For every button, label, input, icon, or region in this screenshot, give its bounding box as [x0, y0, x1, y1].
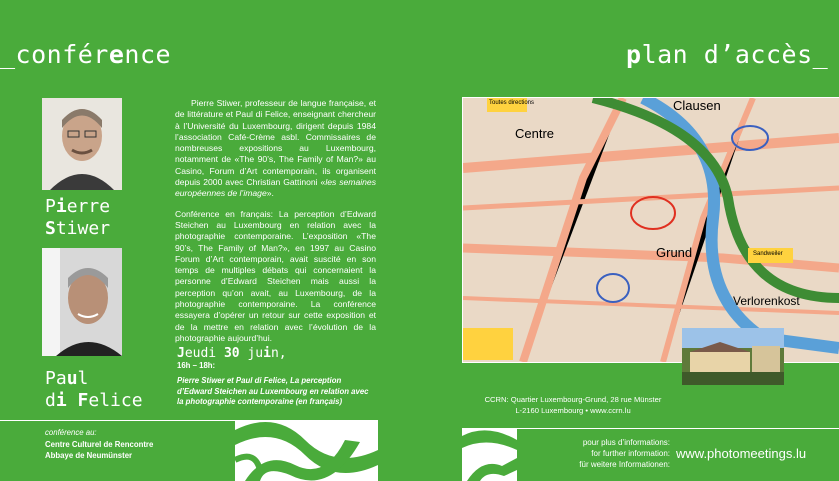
- neumunster-abbey-photo: [682, 328, 784, 385]
- footer-venue-line1: Centre Culturel de Rencontre: [45, 440, 154, 449]
- biography-paragraph: Pierre Stiwer, professeur de langue française, et de littérature et Paul di Felice, enseignant chercheur à l’Université du Luxembourg, dirigent depuis 1984 l’association Café-Crème asbl. Commissaires de nombreuses expositions au Luxembourg, notamment de «The 90’s, The Family of Man?» au Casino, Forum d’Art contemporain, ils organisent depuis 2000 avec Christian Gattinoni «les semaines européennes de l’image».: [175, 98, 377, 199]
- name-pierre-stiwer: Pierre Stiwer: [45, 196, 111, 239]
- map-label-verlorenkost: Verlorenkost: [733, 294, 800, 308]
- footer-venue-line2: Abbaye de Neumünster: [45, 451, 133, 460]
- lecture-paragraph: Conférence en français: La perception d’Edward Steichen au Luxembourg en relation avec la photographie contemporaine. L’exposition «The 90’s, The Family of Man?», en 1997 au Casino Forum d’Art contemporain, avait suscité en son temps de multiples débats qui concernaient la personne d’Edward Steichen mais aussi la perception qu’on avait, au Luxembourg, de la photographie contemporaine. La conférence essayera d’opérer un retour sur cette exposition et de la mettre en relation avec l’évolution de la photographie aujourd’hui.: [175, 208, 376, 343]
- name-paul-di-felice: Paul di Felice: [45, 368, 143, 411]
- map-label-clausen: Clausen: [673, 98, 721, 113]
- biography-text: [175, 98, 376, 353]
- map-sign-sandweiler: Sandweiler: [753, 251, 783, 257]
- portrait-paul-di-felice: [42, 248, 122, 356]
- photomeetings-url[interactable]: www.photomeetings.lu: [676, 446, 807, 461]
- map-label-centre: Centre: [515, 126, 555, 141]
- lecture-description: Pierre Stiwer et Paul di Felice, La perception d’Edward Steichen au Luxembourg en relation avec la photographie contemporaine (en français): [177, 376, 369, 406]
- access-map: [462, 97, 839, 363]
- left-footer-graphic: [235, 420, 378, 481]
- access-plan-heading: plan d’accès_: [626, 40, 829, 69]
- portrait-pierre-stiwer: [42, 98, 122, 190]
- info-lines: pour plus d’informations: for further information: für weitere Informationen:: [579, 438, 670, 469]
- venue-address: CCRN: Quartier Luxembourg-Grund, 28 rue Münster L-2160 Luxembourg • www.ccrn.lu: [484, 395, 662, 415]
- event-date: Jeudi 30 juin,: [177, 346, 287, 361]
- right-footer-graphic: [462, 428, 517, 481]
- event-time: 16h – 18h:: [177, 361, 216, 370]
- conference-heading: _conférence: [0, 40, 172, 69]
- right-footer-divider: [462, 428, 839, 429]
- map-sign-toutes-directions: Toutes directions: [489, 100, 535, 106]
- map-label-grund: Grund: [656, 245, 693, 260]
- footer-label: conférence au:: [45, 428, 97, 437]
